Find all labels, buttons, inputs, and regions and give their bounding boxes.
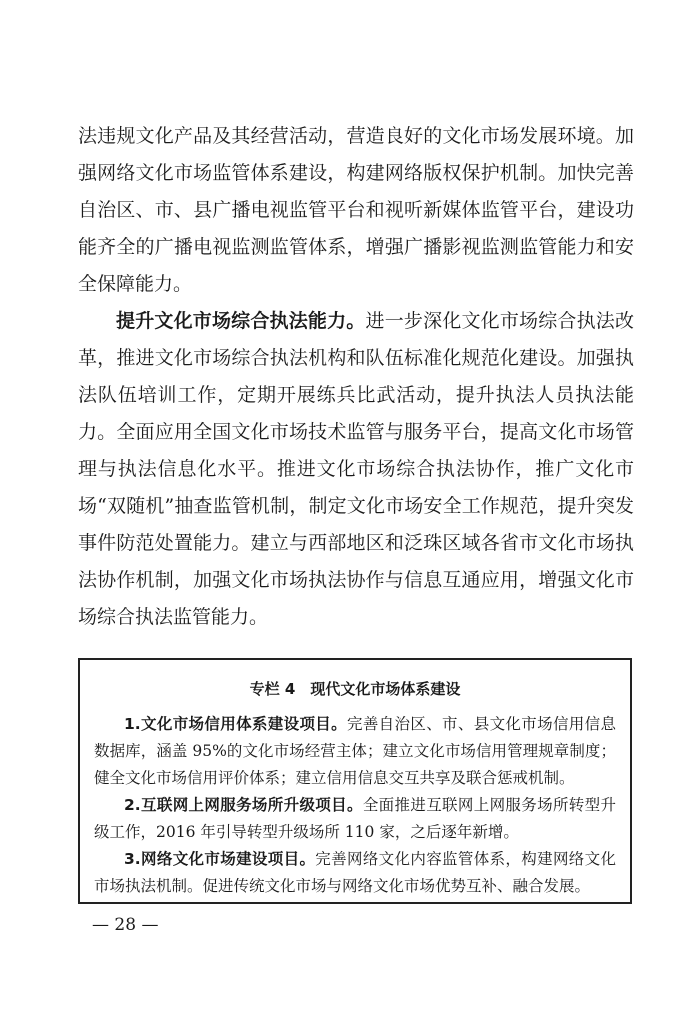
paragraph-continued (78, 118, 634, 303)
body-text (78, 118, 634, 636)
paragraph-enforcement (78, 303, 634, 636)
box-item-2-lead: 2.互联网上网服务场所升级项目。 (124, 796, 363, 814)
box-item-2-text: 全面推进互联网上网服务场所转型升级工作，2016 年引导转型升级场所 110 家，之后逐年新增。 (94, 796, 616, 841)
box-item-1 (94, 711, 616, 792)
page-number: — 28 — (92, 915, 159, 935)
sidebar-box-column-4 (78, 658, 632, 904)
box-item-3 (94, 846, 616, 900)
box-item-3-text: 完善网络文化内容监管体系，构建网络文化市场执法机制。促进传统文化市场与网络文化市场优势互补、融合发展。 (94, 850, 616, 895)
box-title: 专栏 4 现代文化市场体系建设 (249, 680, 461, 698)
box-item-2 (94, 792, 616, 846)
box-item-1-lead: 1.文化市场信用体系建设项目。 (124, 715, 347, 733)
box-item-3-lead: 3.网络文化市场建设项目。 (124, 850, 316, 868)
paragraph-1-text: 法违规文化产品及其经营活动，营造良好的文化市场发展环境。加强网络文化市场监管体系建设，构建网络版权保护机制。加快完善自治区、市、县广播电视监管平台和视听新媒体监管平台，建设功能齐全的广播电视监测监管体系，增强广播影视监测监管能力和安全保障能力。 (78, 125, 634, 295)
paragraph-2-text: 进一步深化文化市场综合执法改革，推进文化市场综合执法机构和队伍标准化规范化建设。加强执法队伍培训工作，定期开展练兵比武活动，提升执法人员执法能力。全面应用全国文化市场技术监管与服务平台，提高文化市场管理与执法信息化水平。推进文化市场综合执法协作，推广文化市场“双随机”抽查监管机制，制定文化市场安全工作规范，提升突发事件防范处置能力。建立与西部地区和泛珠区域各省市文化市场执法协作机制，加强文化市场执法协作与信息互通应用，增强文化市场综合执法监管能力。 (78, 310, 634, 628)
box-item-1-text: 完善自治区、市、县文化市场信用信息数据库，涵盖 95%的文化市场经营主体；建立文化市场信用管理规章制度；健全文化市场信用评价体系；建立信用信息交互共享及联合惩戒机制。 (94, 715, 616, 787)
paragraph-2-lead: 提升文化市场综合执法能力。 (116, 310, 366, 332)
